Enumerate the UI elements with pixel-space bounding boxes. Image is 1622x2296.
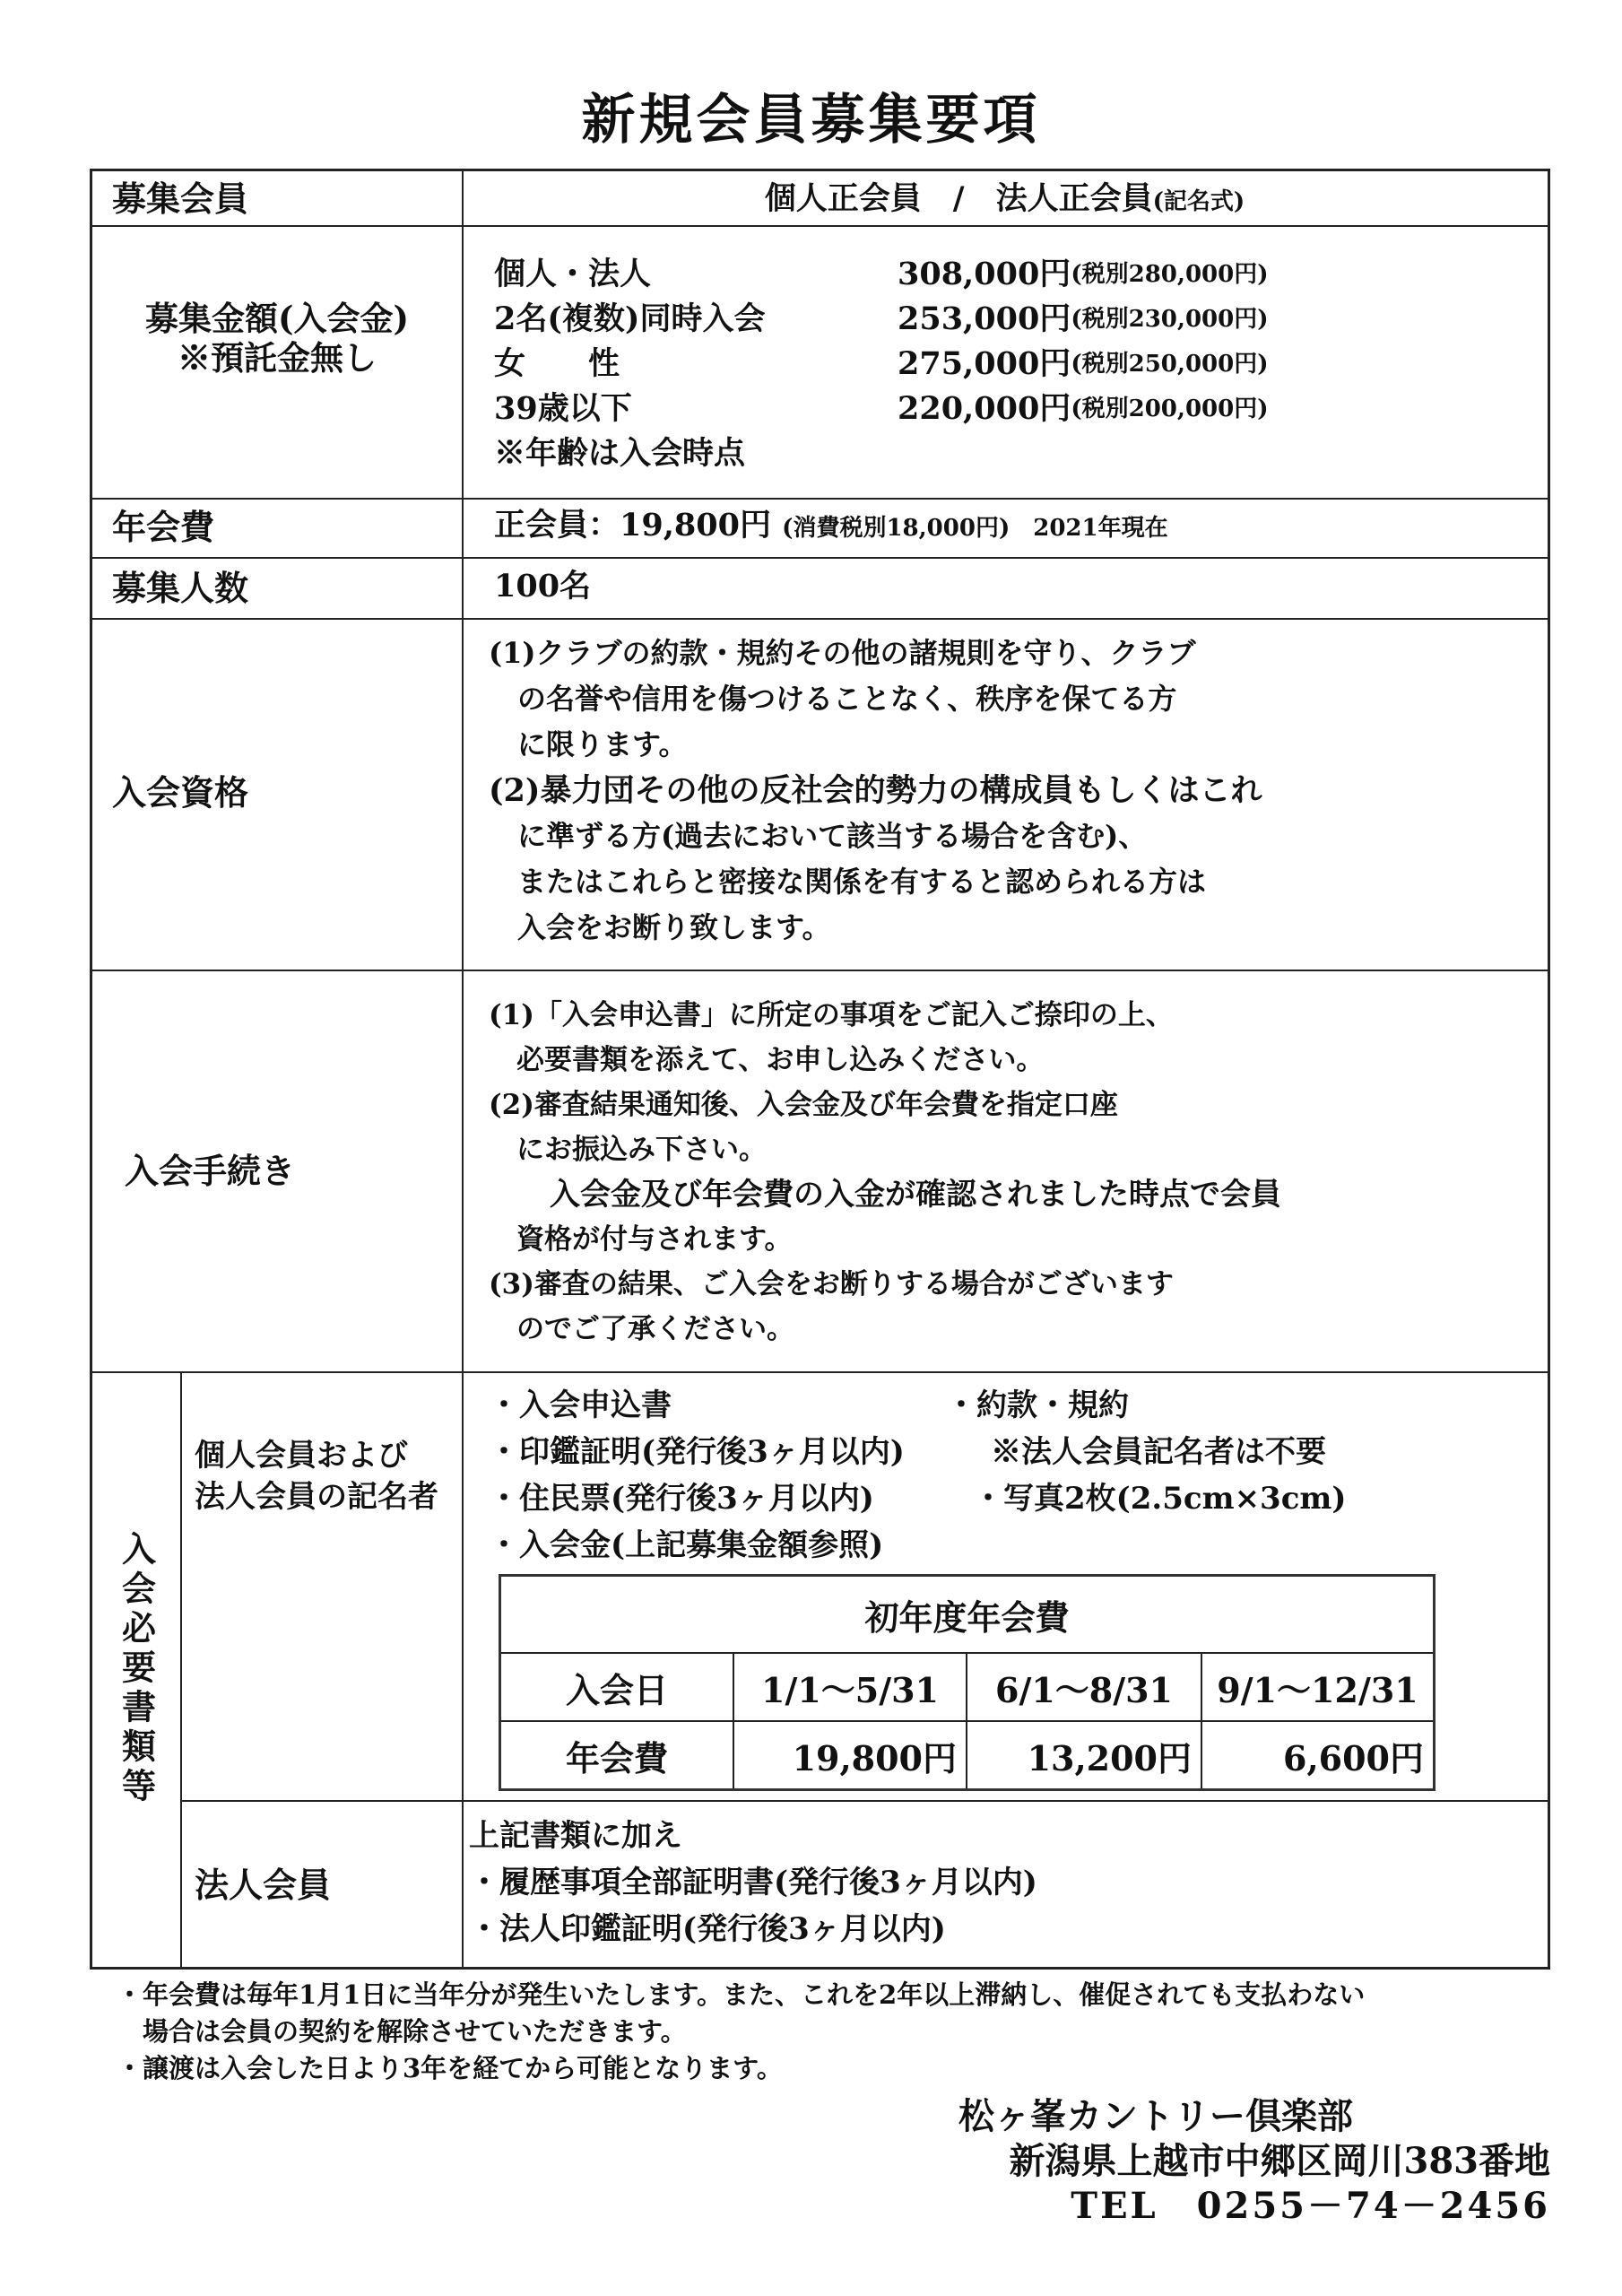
- documents-vertical-label: [92, 1371, 180, 1967]
- fee-cell: 6,600円: [1283, 1737, 1424, 1779]
- row-divider: [92, 498, 1548, 500]
- qualification-line: またはこれらと密接な関係を有すると認められる方は: [489, 865, 1207, 899]
- qualification-text: [489, 631, 1262, 951]
- first-year-fee-caption: 初年度年会費: [864, 1596, 1070, 1638]
- fee-item-note: (税別250,000円): [1071, 351, 1269, 378]
- doc-item-left: ・住民票(発行後3ヶ月以内): [489, 1481, 874, 1517]
- qualification-line: の名誉や信用を傷つけることなく、秩序を保てる方: [489, 682, 1177, 716]
- row-divider: [92, 618, 1548, 620]
- procedure-line: 入会金及び年会費の入金が確認されました時点で会員: [489, 1177, 1281, 1213]
- qualification-line: に限ります。: [489, 727, 688, 761]
- doc-item: [489, 1382, 1346, 1429]
- procedure-line: (2)審査結果通知後、入会金及び年会費を指定口座: [489, 1089, 1118, 1121]
- corporate-line: ・履歴事項全部証明書(発行後3ヶ月以内): [469, 1865, 1037, 1900]
- fee-item-note: (税別230,000円): [1071, 306, 1269, 333]
- individual-label-line2: 法人会員の記名者: [195, 1478, 438, 1515]
- fee-item: [494, 297, 1269, 342]
- period-cell: 9/1～12/31: [1217, 1669, 1418, 1710]
- procedure-line: (1)「入会申込書」に所定の事項をご記入ご捺印の上、: [489, 999, 1174, 1031]
- doc-item-right: ・約款・規約: [946, 1387, 1129, 1423]
- recruit-members-label: 募集会員: [112, 178, 249, 219]
- fee-item-note: (税別280,000円): [1071, 261, 1269, 288]
- footnote-line: 場合は会員の契約を解除させていただきます。: [117, 2016, 687, 2048]
- documents-vertical-text: 入会必要書類等: [116, 1531, 157, 1807]
- count-value: 100名: [494, 568, 592, 604]
- first-year-fee-table: [499, 1574, 1436, 1791]
- fee-cell: 19,800円: [792, 1737, 957, 1779]
- footnote-line: ・年会費は毎年1月1日に当年分が発生いたします。また、これを2年以上滞納し、催促されても支払わない: [117, 1979, 1366, 2010]
- corporate-doc-list: [469, 1813, 1037, 1952]
- corporate-line: ・法人印鑑証明(発行後3ヶ月以内): [469, 1911, 946, 1947]
- doc-item: [489, 1522, 1346, 1569]
- organization-block: [958, 2094, 1550, 2229]
- annual-fee-header: 年会費: [565, 1737, 668, 1779]
- fee-item: [494, 387, 1269, 431]
- annual-fee-label: 年会費: [112, 507, 215, 547]
- doc-item: [489, 1475, 1346, 1522]
- doc-item: [489, 1429, 1346, 1475]
- footnote-line: ・譲渡は入会した日より3年を経てから可能となります。: [117, 2053, 783, 2084]
- row-divider: [92, 1371, 1548, 1373]
- column-divider: [462, 171, 464, 1967]
- fee-item-note: (税別200,000円): [1071, 396, 1269, 422]
- doc-item-left: ・印鑑証明(発行後3ヶ月以内): [489, 1434, 905, 1470]
- footnotes: [117, 1977, 1365, 2088]
- qualification-line: (2)暴力団その他の反社会的勢力の構成員もしくはこれ: [489, 772, 1262, 809]
- row-divider: [92, 557, 1548, 559]
- count-label: 募集人数: [112, 568, 249, 608]
- recruit-members-note: (記名式): [1152, 188, 1245, 215]
- procedure-text: [489, 993, 1281, 1352]
- row-divider: [180, 1800, 1548, 1802]
- fee-item-name: 39歳以下: [494, 390, 632, 427]
- qualification-label: 入会資格: [112, 772, 249, 813]
- procedure-line: (3)審査の結果、ご入会をお断りする場合がございます: [489, 1268, 1174, 1300]
- fee-cell: 13,200円: [1027, 1737, 1192, 1779]
- qualification-line: (1)クラブの約款・規約その他の諸規則を守り、クラブ: [489, 636, 1196, 670]
- column-divider: [180, 1371, 182, 1967]
- fee-label-line2: ※預託金無し: [178, 338, 377, 378]
- doc-item-left: ・入会申込書: [489, 1387, 672, 1423]
- period-cell: 6/1～8/31: [995, 1669, 1173, 1710]
- fee-item-amount: 275,000円: [898, 345, 1071, 382]
- organization-address: 新潟県上越市中郷区岡川383番地: [1009, 2140, 1550, 2182]
- entry-date-header: 入会日: [565, 1669, 668, 1710]
- fee-label: [92, 299, 462, 378]
- qualification-line: に準ずる方(過去において該当する場合を含む)、: [489, 819, 1148, 853]
- corporate-label: 法人会員: [195, 1865, 332, 1905]
- corporate-line: 上記書類に加え: [469, 1818, 682, 1854]
- fee-item: [494, 252, 1269, 297]
- annual-fee-text: 正会員：19,800円: [494, 507, 771, 544]
- procedure-line: のでご了承ください。: [489, 1313, 794, 1345]
- procedure-line: 必要書類を添えて、お申し込みください。: [489, 1044, 1045, 1076]
- fee-item-name: 女 性: [494, 345, 620, 382]
- page-title: 新規会員募集要項: [581, 89, 1041, 152]
- doc-item-right: ・写真2枚(2.5cm×3cm): [973, 1481, 1347, 1517]
- procedure-label: 入会手続き: [125, 1151, 296, 1191]
- fee-label-line1: 募集金額(入会金): [144, 299, 409, 338]
- row-divider: [92, 970, 1548, 971]
- row-divider: [92, 225, 1548, 227]
- individual-label: [195, 1436, 438, 1518]
- age-note: ※年齢は入会時点: [494, 435, 746, 472]
- fee-item-name: 個人・法人: [494, 256, 652, 292]
- fee-item-amount: 253,000円: [898, 300, 1071, 337]
- individual-label-line1: 個人会員および: [195, 1438, 408, 1474]
- fee-item-amount: 220,000円: [898, 390, 1071, 427]
- doc-item-right: ※法人会員記名者は不要: [991, 1434, 1326, 1470]
- individual-doc-list: [489, 1382, 1346, 1569]
- fee-item-amount: 308,000円: [898, 256, 1071, 292]
- fee-list: [494, 252, 1269, 476]
- period-cell: 1/1～5/31: [761, 1669, 939, 1710]
- organization-name: 松ヶ峯カントリー倶楽部: [958, 2095, 1353, 2137]
- recruit-members-text: 個人正会員 / 法人正会員: [764, 180, 1153, 217]
- organization-tel: TEL 0255－74－2456: [1071, 2185, 1550, 2227]
- fee-item: [494, 342, 1269, 387]
- fee-item-name: 2名(複数)同時入会: [494, 300, 766, 337]
- doc-item-left: ・入会金(上記募集金額参照): [489, 1527, 884, 1563]
- procedure-line: 資格が付与されます。: [489, 1223, 793, 1256]
- annual-fee-note: (消費税別18,000円) 2021年現在: [782, 515, 1168, 542]
- procedure-line: にお振込み下さい。: [489, 1134, 767, 1166]
- qualification-line: 入会をお断り致します。: [489, 910, 831, 944]
- recruit-members-value: [92, 177, 1548, 221]
- annual-fee-value: [494, 503, 1168, 547]
